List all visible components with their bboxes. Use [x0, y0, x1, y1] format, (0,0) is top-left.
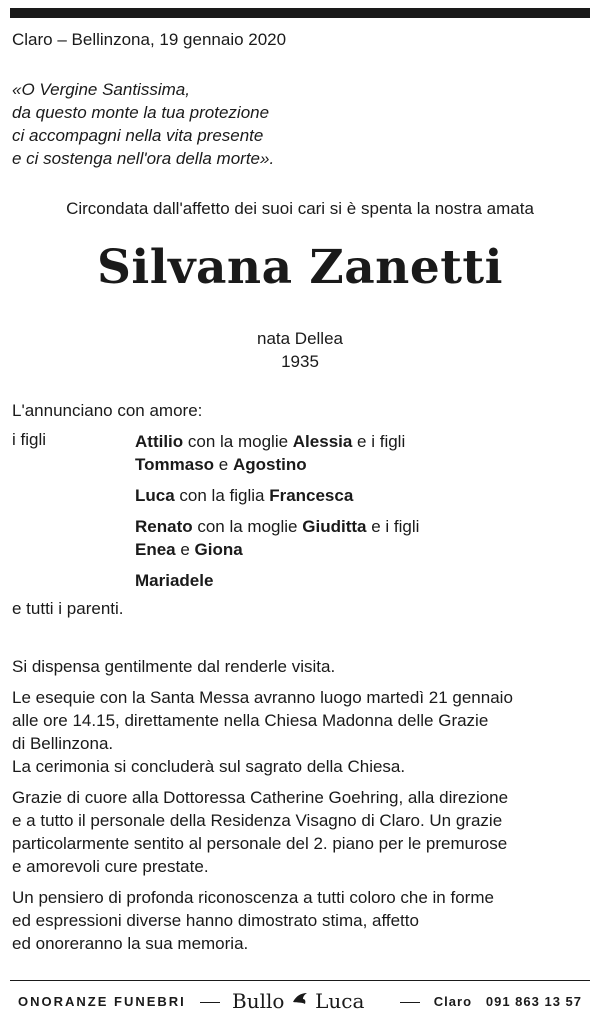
text: e i figli [352, 432, 406, 451]
child-entry [135, 484, 419, 507]
child-name: Renato [135, 517, 193, 536]
footer-rule [10, 980, 590, 981]
divider [400, 1002, 420, 1003]
grandchild-name: Enea [135, 540, 176, 559]
children-label: i figli [12, 430, 47, 449]
line: Le esequie con la Santa Messa avranno luogo martedì 21 gennaio [12, 688, 513, 707]
paragraph [12, 886, 592, 955]
text: con la figlia [174, 486, 270, 505]
intro-text: Circondata dall'affetto dei suoi cari si è spenta la nostra amata [66, 199, 534, 218]
announce-text: L'annunciano con amore: [12, 401, 203, 420]
line: e a tutto il personale della Residenza Visagno di Claro. Un grazie [12, 811, 503, 830]
line: di Bellinzona. [12, 734, 114, 753]
child-entry [135, 515, 419, 561]
paragraph [12, 786, 592, 878]
child-name: Luca [135, 486, 175, 505]
brand-first: Bullo [232, 989, 285, 1013]
spouse-name: Giuditta [302, 517, 367, 536]
text: e [175, 540, 195, 559]
paragraph [12, 686, 592, 778]
child-entry [135, 430, 419, 476]
paragraph [12, 655, 592, 678]
birth-year: 1935 [281, 352, 319, 371]
text: con la moglie [183, 432, 293, 451]
quote-line: «O Vergine Santissima, [12, 80, 190, 99]
text: e [214, 455, 233, 474]
line: Un pensiero di profonda riconoscenza a tutti coloro che in forme [12, 888, 494, 907]
line: Grazie di cuore alla Dottoressa Catherine Goehring, alla direzione [12, 788, 509, 807]
birth-info [0, 327, 600, 373]
prayer-quote [12, 78, 274, 170]
place-date: Claro – Bellinzona, 19 gennaio 2020 [12, 30, 287, 49]
grandchild-name: Giona [194, 540, 243, 559]
line: particolarmente sentito al personale del 2. piano per le premurose [12, 834, 508, 853]
child-name: Mariadele [135, 571, 214, 590]
divider [200, 1002, 220, 1003]
text: con la moglie [192, 517, 303, 536]
grandchild-name: Tommaso [135, 455, 215, 474]
child-name: Attilio [135, 432, 184, 451]
grandchild-name: Francesca [269, 486, 354, 505]
quote-line: e ci sostenga nell'ora della morte». [12, 149, 275, 168]
top-rule [10, 8, 590, 18]
funeral-home-footer [10, 989, 590, 1015]
line: e amorevoli cure prestate. [12, 857, 209, 876]
spouse-name: Alessia [292, 432, 353, 451]
brand-second: Luca [315, 989, 365, 1013]
line: Si dispensa gentilmente dal renderle visita. [12, 657, 336, 676]
deceased-name: Silvana Zanetti [96, 240, 503, 295]
maiden-name: nata Dellea [256, 329, 343, 348]
notice-body [12, 655, 592, 963]
child-entry [135, 569, 419, 592]
contact-info: Claro 091 863 13 57 [433, 994, 582, 1009]
line: La cerimonia si concluderà sul sagrato della Chiesa. [12, 757, 406, 776]
grandchild-name: Agostino [232, 455, 307, 474]
quote-line: ci accompagni nella vita presente [12, 126, 264, 145]
quote-line: da questo monte la tua protezione [12, 103, 270, 122]
relatives-text: e tutti i parenti. [12, 599, 124, 618]
dove-icon [291, 989, 309, 1013]
funeral-home-label: ONORANZE FUNEBRI [18, 994, 186, 1009]
line: alle ore 14.15, direttamente nella Chiesa Madonna delle Grazie [12, 711, 489, 730]
children-list [135, 430, 419, 600]
line: ed espressioni diverse hanno dimostrato stima, affetto [12, 911, 419, 930]
text: e i figli [366, 517, 420, 536]
funeral-home-brand [232, 989, 364, 1013]
line: ed onoreranno la sua memoria. [12, 934, 249, 953]
